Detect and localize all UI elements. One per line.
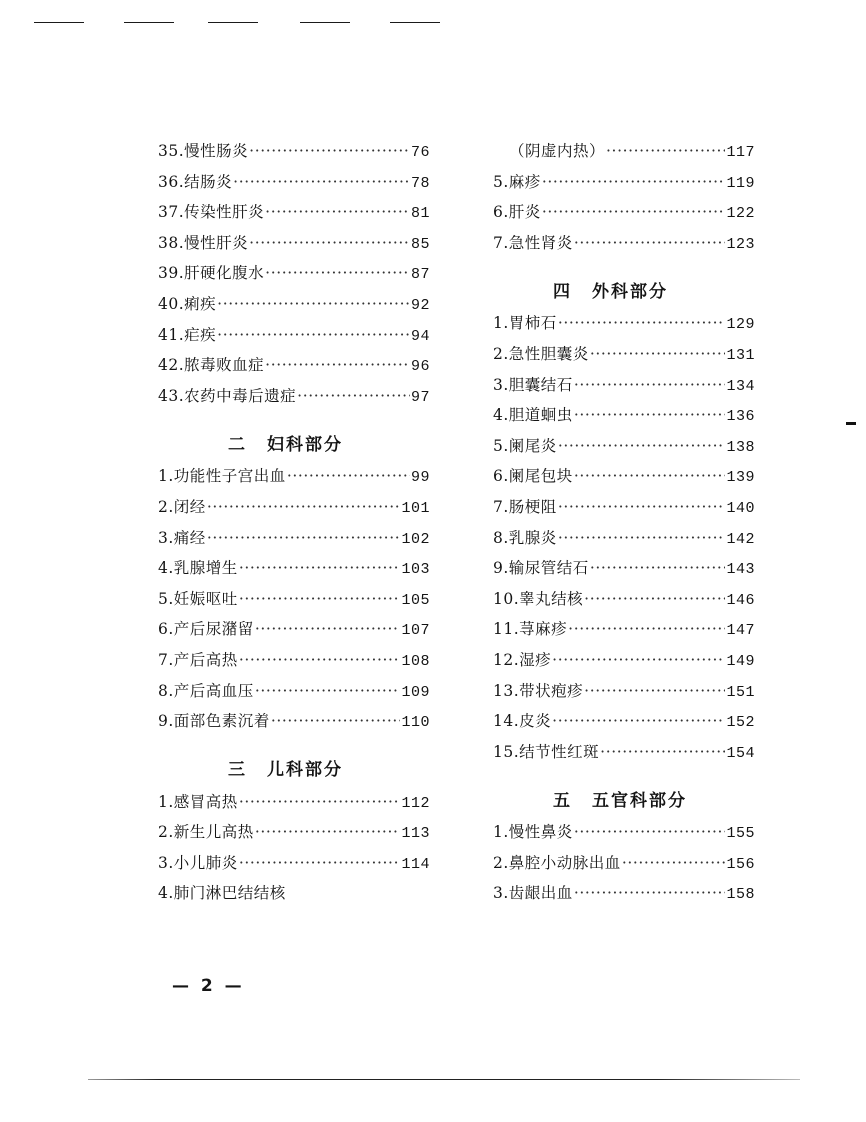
toc-entry bbox=[493, 373, 755, 404]
toc-entry bbox=[493, 709, 755, 740]
entry-page: 156 bbox=[726, 855, 755, 873]
entry-page: 76 bbox=[410, 144, 430, 161]
entry-title: 疟疾 bbox=[184, 325, 217, 344]
entry-page: 85 bbox=[410, 235, 430, 253]
toc-entry bbox=[158, 820, 430, 851]
toc-entry bbox=[158, 617, 430, 648]
dot-leader bbox=[255, 823, 401, 841]
entry-number: 7. bbox=[158, 650, 174, 669]
top-rule-1 bbox=[34, 22, 84, 23]
dot-leader bbox=[574, 376, 726, 394]
section-title: 外科部分 bbox=[592, 281, 668, 302]
entry-page: 138 bbox=[726, 438, 755, 456]
entry-page: 152 bbox=[726, 714, 755, 732]
dot-leader bbox=[600, 743, 725, 761]
entry-number: 43. bbox=[158, 386, 185, 405]
toc-entry bbox=[158, 261, 430, 292]
entry-page: 122 bbox=[726, 205, 755, 223]
entry-page: 113 bbox=[401, 825, 430, 843]
entry-title: 新生儿高热 bbox=[173, 823, 254, 842]
entry-page: 151 bbox=[726, 683, 755, 701]
entry-page: 146 bbox=[726, 591, 755, 609]
toc-entry bbox=[493, 231, 755, 262]
dot-leader bbox=[542, 173, 726, 191]
dot-leader bbox=[255, 682, 401, 700]
dot-leader bbox=[558, 529, 726, 547]
section-number: 四 bbox=[553, 281, 572, 302]
entry-title: 带状疱疹 bbox=[519, 681, 584, 700]
entry-number: 14. bbox=[493, 712, 520, 731]
entry-title: 产后尿潴留 bbox=[173, 620, 254, 639]
toc-entry bbox=[158, 464, 430, 495]
dot-leader bbox=[574, 467, 726, 485]
entry-page: 112 bbox=[401, 794, 430, 812]
entry-number: 10. bbox=[493, 589, 520, 608]
entry-number: 7. bbox=[493, 497, 509, 516]
toc-entry bbox=[158, 353, 430, 384]
toc-entry bbox=[158, 556, 430, 587]
dot-leader bbox=[622, 854, 726, 872]
entry-title: 慢性肠炎 bbox=[184, 142, 249, 160]
entry-page: 134 bbox=[726, 377, 755, 395]
toc-entry bbox=[158, 231, 430, 262]
bottom-rule bbox=[88, 1079, 800, 1080]
toc-entry bbox=[158, 139, 430, 170]
entry-title: 急性肾炎 bbox=[508, 233, 573, 252]
entry-page: 78 bbox=[410, 174, 430, 192]
entry-number: 7. bbox=[493, 233, 509, 252]
entry-title: 慢性肝炎 bbox=[184, 233, 249, 252]
entry-title: 肝炎 bbox=[508, 203, 541, 222]
dot-leader bbox=[239, 651, 401, 669]
entry-number: 8. bbox=[493, 528, 509, 547]
entry-title: 妊娠呕吐 bbox=[173, 589, 238, 608]
entry-number: 3. bbox=[493, 884, 509, 903]
entry-page: 81 bbox=[410, 205, 430, 223]
toc-entry bbox=[158, 292, 430, 323]
toc-list-gynecology bbox=[158, 464, 430, 739]
entry-title: 农药中毒后遗症 bbox=[184, 386, 297, 405]
dot-leader bbox=[574, 234, 726, 252]
entry-title: 结肠炎 bbox=[184, 172, 233, 191]
entry-number: 11. bbox=[493, 620, 520, 639]
entry-number: 2. bbox=[493, 344, 509, 363]
dot-leader bbox=[239, 854, 401, 872]
entry-page: 87 bbox=[410, 266, 430, 284]
entry-number: 4. bbox=[158, 884, 174, 903]
entry-page: 129 bbox=[726, 316, 755, 334]
entry-title: 小儿肺炎 bbox=[173, 853, 238, 872]
entry-title: 阑尾包块 bbox=[508, 467, 573, 486]
dot-leader bbox=[239, 793, 401, 811]
entry-number: 2. bbox=[158, 823, 174, 842]
entry-number: 35. bbox=[158, 142, 185, 160]
entry-title: 慢性鼻炎 bbox=[508, 823, 573, 842]
toc-right-column bbox=[493, 139, 755, 912]
dot-leader bbox=[590, 559, 726, 577]
entry-title: 荨麻疹 bbox=[519, 620, 568, 639]
entry-title: 痛经 bbox=[173, 528, 206, 547]
dot-leader bbox=[207, 529, 401, 547]
dot-leader bbox=[217, 295, 410, 313]
entry-number: 5. bbox=[493, 436, 509, 455]
dot-leader bbox=[249, 142, 410, 160]
section-heading-surgery bbox=[493, 267, 755, 311]
entry-page: 94 bbox=[410, 327, 430, 345]
toc-list-ent bbox=[493, 820, 755, 912]
dot-leader bbox=[233, 173, 410, 191]
entry-page: 119 bbox=[726, 174, 755, 192]
dot-leader bbox=[271, 712, 401, 730]
entry-title: 感冒高热 bbox=[173, 792, 238, 811]
entry-page: 158 bbox=[726, 886, 755, 904]
toc-entry bbox=[158, 384, 430, 415]
dot-leader bbox=[552, 651, 725, 669]
entry-number: 37. bbox=[158, 203, 185, 222]
entry-title: 产后高热 bbox=[173, 650, 238, 669]
entry-number: 2. bbox=[493, 853, 509, 872]
entry-number: 6. bbox=[158, 620, 174, 639]
toc-entry bbox=[493, 139, 755, 170]
entry-number: 3. bbox=[493, 375, 509, 394]
toc-entry bbox=[158, 679, 430, 710]
toc-entry bbox=[158, 170, 430, 201]
dot-leader bbox=[249, 234, 410, 252]
dot-leader bbox=[239, 559, 401, 577]
entry-title: 功能性子宫出血 bbox=[173, 467, 286, 486]
entry-page: 149 bbox=[726, 652, 755, 670]
entry-page: 102 bbox=[401, 530, 430, 548]
toc-entry bbox=[493, 881, 755, 912]
dot-leader bbox=[558, 498, 726, 516]
entry-number: 6. bbox=[493, 467, 509, 486]
entry-title: 胆囊结石 bbox=[508, 375, 573, 394]
entry-number: 4. bbox=[158, 559, 174, 578]
toc-entry bbox=[493, 170, 755, 201]
entry-page: 154 bbox=[726, 744, 755, 762]
toc-entry bbox=[493, 587, 755, 618]
section-number: 二 bbox=[228, 434, 247, 455]
toc-entry bbox=[493, 311, 755, 342]
dot-leader bbox=[606, 142, 725, 160]
dot-leader bbox=[265, 356, 410, 374]
top-rule-5 bbox=[390, 22, 440, 23]
section-title: 儿科部分 bbox=[267, 760, 343, 781]
entry-title: 乳腺炎 bbox=[508, 528, 557, 547]
section-number: 五 bbox=[553, 790, 572, 811]
top-rule-2 bbox=[124, 22, 174, 23]
toc-entry bbox=[493, 403, 755, 434]
entry-number: 9. bbox=[158, 712, 174, 731]
section-title: 妇科部分 bbox=[267, 434, 343, 455]
dot-leader bbox=[255, 620, 401, 638]
entry-number: 39. bbox=[158, 264, 185, 283]
toc-entry bbox=[493, 526, 755, 557]
entry-page: 96 bbox=[410, 358, 430, 376]
toc-list-pediatrics-cont bbox=[493, 139, 755, 261]
section-number: 三 bbox=[228, 760, 247, 781]
entry-title: 闭经 bbox=[173, 497, 206, 516]
toc-entry bbox=[493, 342, 755, 373]
entry-title: 湿疹 bbox=[519, 650, 552, 669]
entry-page: 99 bbox=[410, 469, 430, 487]
entry-title: 脓毒败血症 bbox=[184, 356, 265, 375]
entry-title: 阑尾炎 bbox=[508, 436, 557, 455]
dot-leader bbox=[239, 590, 401, 608]
entry-number: 1. bbox=[493, 314, 509, 333]
entry-page: 109 bbox=[401, 683, 430, 701]
entry-number: 3. bbox=[158, 528, 174, 547]
entry-title: 皮炎 bbox=[519, 712, 552, 731]
section-heading-pediatrics bbox=[158, 746, 430, 790]
entry-number: 13. bbox=[493, 681, 520, 700]
entry-title: 肝硬化腹水 bbox=[184, 264, 265, 283]
entry-title: 肠梗阻 bbox=[508, 497, 557, 516]
entry-page: 110 bbox=[401, 714, 430, 732]
entry-title: 麻疹 bbox=[508, 172, 541, 191]
entry-page: 143 bbox=[726, 561, 755, 579]
dot-leader bbox=[297, 387, 410, 405]
toc-entry bbox=[158, 881, 430, 912]
entry-page: 142 bbox=[726, 530, 755, 548]
dot-leader bbox=[584, 682, 725, 700]
dot-leader bbox=[584, 590, 725, 608]
dot-leader bbox=[265, 264, 410, 282]
entry-page: 117 bbox=[726, 144, 755, 161]
toc-entry bbox=[493, 820, 755, 851]
toc-entry bbox=[158, 323, 430, 354]
entry-title: 痢疾 bbox=[184, 294, 217, 313]
entry-number: 36. bbox=[158, 172, 185, 191]
entry-title: 乳腺增生 bbox=[173, 559, 238, 578]
toc-entry bbox=[493, 464, 755, 495]
entry-title: 胃柿石 bbox=[508, 314, 557, 333]
dot-leader bbox=[568, 620, 725, 638]
toc-entry bbox=[493, 679, 755, 710]
entry-page: 114 bbox=[401, 855, 430, 873]
entry-title: 输尿管结石 bbox=[508, 559, 589, 578]
toc-entry bbox=[158, 790, 430, 821]
toc-list-surgery bbox=[493, 311, 755, 770]
top-rule-3 bbox=[208, 22, 258, 23]
entry-page: 101 bbox=[401, 499, 430, 517]
dot-leader bbox=[542, 203, 726, 221]
toc-left-column bbox=[158, 139, 430, 912]
entry-page: 155 bbox=[726, 825, 755, 843]
entry-number: 1. bbox=[158, 792, 174, 811]
entry-title: 齿龈出血 bbox=[508, 884, 573, 903]
section-heading-ent bbox=[493, 776, 755, 820]
entry-page: 140 bbox=[726, 499, 755, 517]
toc-entry bbox=[158, 648, 430, 679]
page-number: — 2 — bbox=[172, 976, 245, 996]
entry-title: 结节性红斑 bbox=[519, 742, 600, 761]
dot-leader bbox=[287, 467, 410, 485]
entry-title: 鼻腔小动脉出血 bbox=[508, 853, 621, 872]
dot-leader bbox=[590, 345, 726, 363]
entry-title: 产后高血压 bbox=[173, 681, 254, 700]
entry-number: 1. bbox=[493, 823, 509, 842]
entry-page: 107 bbox=[401, 622, 430, 640]
section-heading-gynecology bbox=[158, 420, 430, 464]
entry-number: 3. bbox=[158, 853, 174, 872]
entry-number: 41. bbox=[158, 325, 185, 344]
toc-entry bbox=[493, 740, 755, 771]
entry-page: 123 bbox=[726, 235, 755, 253]
entry-title: 睾丸结核 bbox=[519, 589, 584, 608]
dot-leader bbox=[265, 203, 410, 221]
toc-entry bbox=[158, 851, 430, 882]
entry-number: 9. bbox=[493, 559, 509, 578]
entry-number: 40. bbox=[158, 294, 185, 313]
section-title: 五官科部分 bbox=[592, 790, 687, 811]
entry-page: 131 bbox=[726, 346, 755, 364]
entry-number: 2. bbox=[158, 497, 174, 516]
entry-title: 胆道蛔虫 bbox=[508, 406, 573, 425]
entry-title: 传染性肝炎 bbox=[184, 203, 265, 222]
toc-entry bbox=[158, 200, 430, 231]
entry-title: （阴虚内热） bbox=[509, 142, 606, 160]
entry-page: 136 bbox=[726, 408, 755, 426]
toc-entry bbox=[493, 851, 755, 882]
toc-entry bbox=[493, 648, 755, 679]
dot-leader bbox=[552, 712, 725, 730]
entry-number: 5. bbox=[158, 589, 174, 608]
entry-number: 4. bbox=[493, 406, 509, 425]
entry-title: 肺门淋巴结结核 bbox=[173, 884, 286, 903]
entry-number: 15. bbox=[493, 742, 520, 761]
toc-entry bbox=[493, 434, 755, 465]
entry-page: 103 bbox=[401, 561, 430, 579]
dot-leader bbox=[558, 437, 726, 455]
toc-list-pediatrics bbox=[158, 790, 430, 912]
toc-entry bbox=[493, 617, 755, 648]
entry-number: 42. bbox=[158, 356, 185, 375]
entry-title: 面部色素沉着 bbox=[173, 712, 270, 731]
entry-page: 97 bbox=[410, 388, 430, 406]
entry-number: 12. bbox=[493, 650, 520, 669]
toc-entry bbox=[158, 709, 430, 740]
entry-number: 5. bbox=[493, 172, 509, 191]
dot-leader bbox=[558, 314, 726, 332]
dot-leader bbox=[574, 823, 726, 841]
toc-entry bbox=[493, 200, 755, 231]
toc-list-internal bbox=[158, 139, 430, 414]
dot-leader bbox=[217, 326, 410, 344]
toc-entry bbox=[493, 495, 755, 526]
entry-title: 急性胆囊炎 bbox=[508, 344, 589, 363]
toc-entry bbox=[158, 495, 430, 526]
entry-number: 1. bbox=[158, 467, 174, 486]
entry-number: 8. bbox=[158, 681, 174, 700]
dot-leader bbox=[207, 498, 401, 516]
entry-page: 105 bbox=[401, 591, 430, 609]
scan-mark bbox=[846, 422, 856, 425]
dot-leader bbox=[574, 406, 726, 424]
entry-page: 147 bbox=[726, 622, 755, 640]
toc-entry bbox=[158, 587, 430, 618]
entry-page: 139 bbox=[726, 469, 755, 487]
toc-entry bbox=[493, 556, 755, 587]
entry-number: 38. bbox=[158, 233, 185, 252]
entry-number: 6. bbox=[493, 203, 509, 222]
top-rule-4 bbox=[300, 22, 350, 23]
toc-entry bbox=[158, 526, 430, 557]
dot-leader bbox=[574, 884, 726, 902]
entry-page: 108 bbox=[401, 652, 430, 670]
entry-page: 92 bbox=[410, 296, 430, 314]
